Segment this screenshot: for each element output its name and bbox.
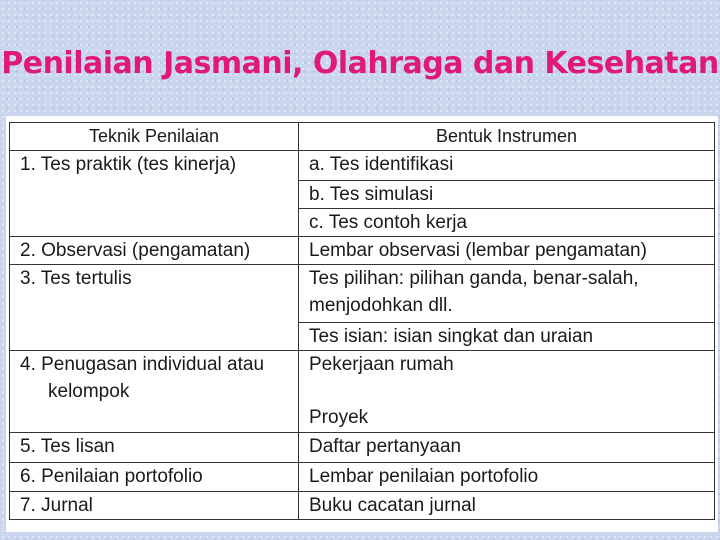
teknik-cell-1: 1. Tes praktik (tes kinerja) (10, 151, 299, 237)
instrumen-cell (299, 351, 715, 433)
header-bentuk-instrumen: Bentuk Instrumen (299, 123, 715, 151)
teknik-line: 4. Penugasan individual atau (20, 354, 265, 375)
table-row (10, 151, 715, 181)
instrumen-cell: Lembar penilaian portofolio (299, 463, 715, 492)
teknik-cell-2: 2. Observasi (pengamatan) (10, 237, 299, 265)
teknik-line: kelompok (48, 381, 130, 402)
slide-title: Penilaian Jasmani, Olahraga dan Kesehatan (1, 46, 719, 81)
instrumen-line: Tes pilihan: pilihan ganda, benar-salah, (309, 268, 639, 289)
teknik-cell-5: 5. Tes lisan (10, 433, 299, 463)
spacer (309, 378, 714, 388)
table-row (10, 351, 715, 433)
teknik-cell-3: 3. Tes tertulis (10, 265, 299, 351)
instrumen-line: Proyek (309, 407, 369, 428)
teknik-cell-6: 6. Penilaian portofolio (10, 463, 299, 492)
assessment-table-panel (6, 116, 718, 532)
instrumen-cell: a. Tes identifikasi (299, 151, 715, 181)
instrumen-cell: Lembar observasi (lembar pengamatan) (299, 237, 715, 265)
assessment-table (9, 122, 715, 520)
table-row (10, 492, 715, 520)
instrumen-cell: Daftar pertanyaan (299, 433, 715, 463)
instrumen-cell: Buku cacatan jurnal (299, 492, 715, 520)
instrumen-cell: b. Tes simulasi (299, 181, 715, 209)
table-row (10, 265, 715, 323)
instrumen-cell (299, 265, 715, 323)
instrumen-cell: Tes isian: isian singkat dan uraian (299, 323, 715, 351)
table-row (10, 433, 715, 463)
instrumen-line: menjodohkan dll. (309, 295, 453, 316)
table-row (10, 237, 715, 265)
table-header-row (10, 123, 715, 151)
teknik-cell-7: 7. Jurnal (10, 492, 299, 520)
teknik-cell-4 (10, 351, 299, 433)
instrumen-line: Pekerjaan rumah (309, 354, 454, 375)
table-row (10, 463, 715, 492)
instrumen-cell: c. Tes contoh kerja (299, 209, 715, 237)
header-teknik-penilaian: Teknik Penilaian (10, 123, 299, 151)
